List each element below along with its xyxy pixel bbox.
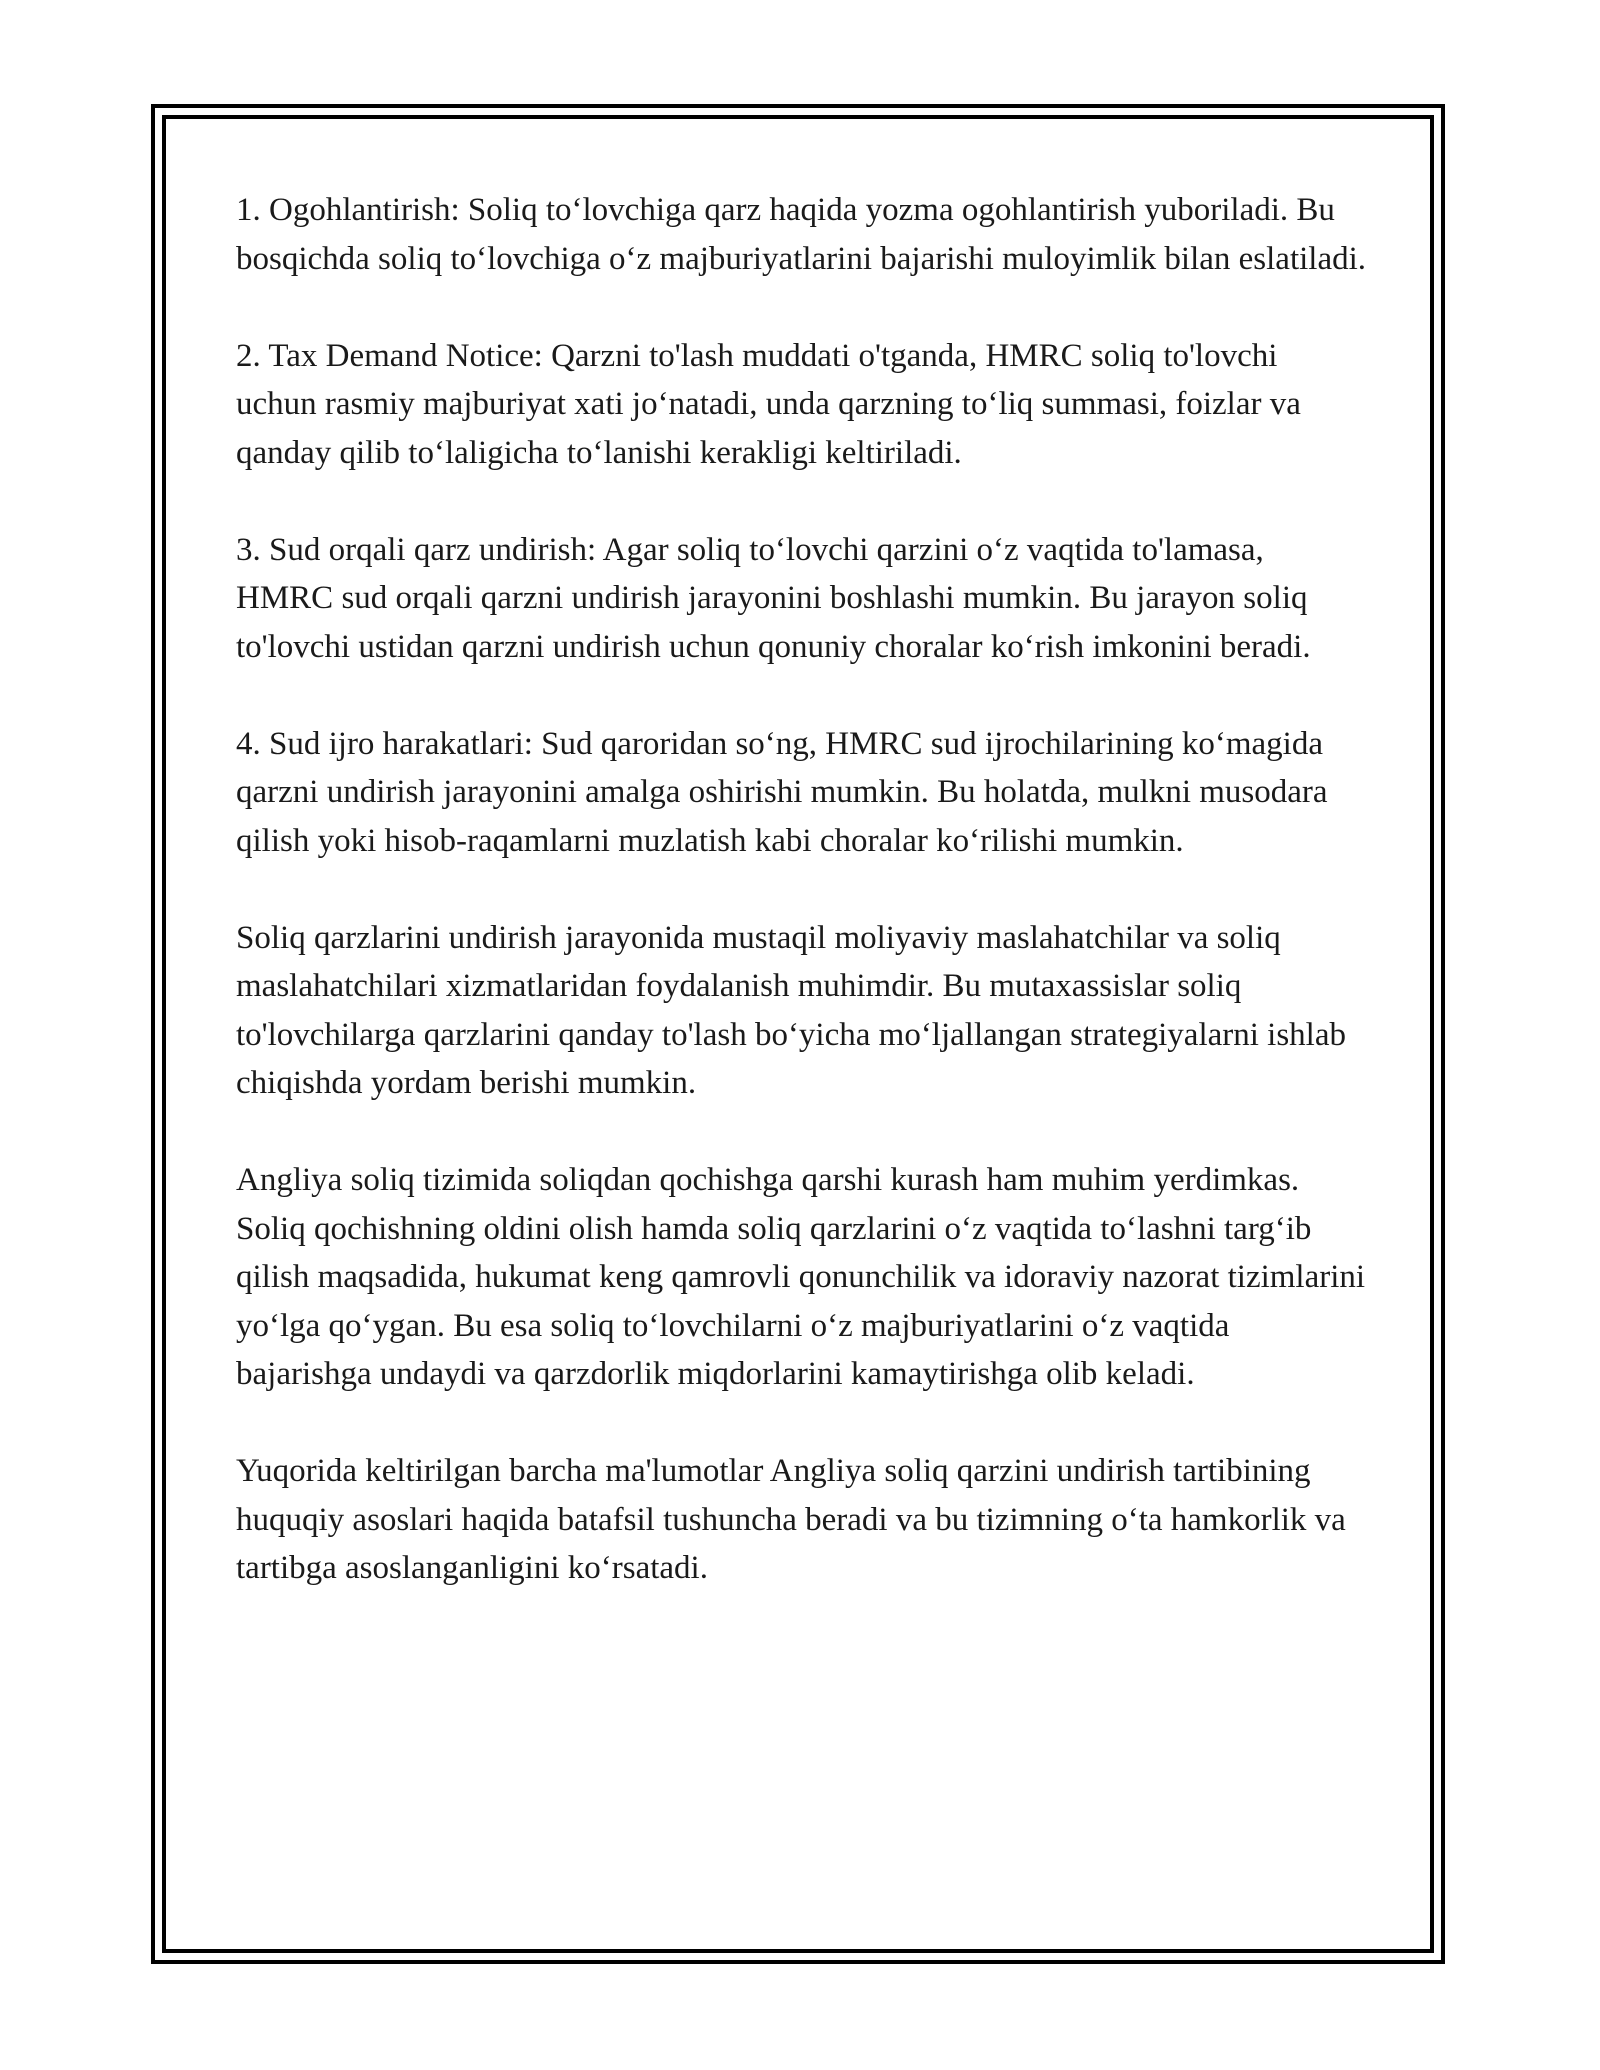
paragraph-2: 2. Tax Demand Notice: Qarzni to'lash muddati o'tganda, HMRC soliq to'lovchi uchun rasmiy majburiyat xati jo‘natadi, unda qarzning to‘liq summasi, foizlar va qanday qilib to‘laligicha to‘lanishi kerakligi keltiriladi. <box>236 337 1301 471</box>
document-body <box>236 186 1366 1593</box>
paragraph-4: 4. Sud ijro harakatlari: Sud qaroridan so‘ng, HMRC sud ijrochilarining ko‘magida qarzni undirish jarayonini amalga oshirishi mumkin. Bu holatda, mulkni musodara qilish yoki hisob-raqamlarni muzlatish kabi choralar ko‘rilishi mumkin. <box>236 725 1328 859</box>
paragraph-7: Yuqorida keltirilgan barcha ma'lumotlar Angliya soliq qarzini undirish tartibining huquqiy asoslari haqida batafsil tushuncha beradi va bu tizimning o‘ta hamkorlik va tartibga asoslanganligini ko‘rsatadi. <box>236 1453 1346 1586</box>
paragraph-5: Soliq qarzlarini undirish jarayonida mustaqil moliyaviy maslahatchilar va soliq maslahatchilari xizmatlaridan foydalanish muhimdir. Bu mutaxassislar soliq to'lovchilarga qarzlarini qanday to'lash bo‘yicha mo‘ljallangan strategiyalarni ishlab chiqishda yordam berishi mumkin. <box>236 919 1346 1101</box>
paragraph-6: Angliya soliq tizimida soliqdan qochishga qarshi kurash ham muhim yerdimkas. Soliq qochishning oldini olish hamda soliq qarzlarini o‘z vaqtida to‘lashni targ‘ib qilish maqsadida, hukumat keng qamrovli qonunchilik va idoraviy nazorat tizimlarini yo‘lga qo‘ygan. Bu esa soliq to‘lovchilarni o‘z majburiyatlarini o‘z vaqtida bajarishga undaydi va qarzdorlik miqdorlarini kamaytirishga olib keladi. <box>236 1162 1366 1392</box>
paragraph-3: 3. Sud orqali qarz undirish: Agar soliq to‘lovchi qarzini o‘z vaqtida to'lamasa, HMRC sud orqali qarzni undirish jarayonini boshlashi mumkin. Bu jarayon soliq to'lovchi ustidan qarzni undirish uchun qonuniy choralar ko‘rish imkonini beradi. <box>236 531 1311 665</box>
paragraph-1: 1. Ogohlantirish: Soliq to‘lovchiga qarz haqida yozma ogohlantirish yuboriladi. Bu bosqichda soliq to‘lovchiga o‘z majburiyatlarini bajarishi muloyimlik bilan eslatiladi. <box>236 192 1367 277</box>
